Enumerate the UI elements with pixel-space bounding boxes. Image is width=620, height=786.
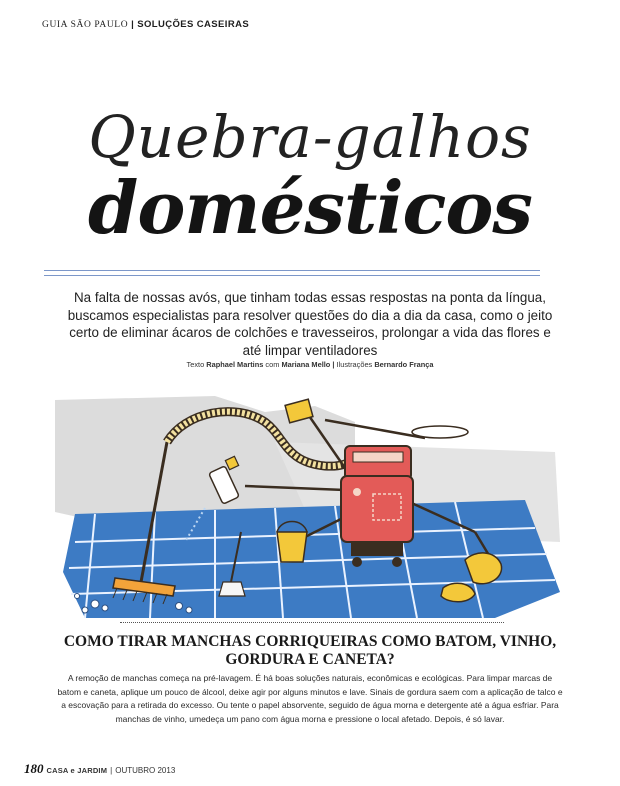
title-rule-bottom <box>44 275 540 276</box>
section-body: A remoção de manchas começa na pré-lavagem. É há boas soluções naturais, econômicas e ecológicas. Para limpar marcas de batom e caneta, aplique um pouco de álcool, deixe agir por alguns minutos e lave. Sinais de gordura saem com a aplicação de talco e a escovação para a retirada do excesso. Ou tente o papel absorvente, seguido de água morna e detergente até a água esfriar. Para manchas de vinho, umedeça um pano com água morna e pressione o local afetado. Depois, é só lavar. <box>57 673 563 724</box>
credit-with-label: com <box>265 360 280 369</box>
credit-coauthor: Mariana Mello <box>281 360 331 369</box>
credit-illustrator: Bernardo França <box>374 360 434 369</box>
robot <box>341 446 413 567</box>
header-category: SOLUÇÕES CASEIRAS <box>137 19 250 30</box>
page-footer <box>24 761 175 777</box>
credit-text-label: Texto <box>186 360 205 369</box>
section-question: COMO TIRAR MANCHAS CORRIQUEIRAS COMO BATOM, VINHO, GORDURA E CANETA? <box>63 633 557 668</box>
page-number: 180 <box>24 761 44 776</box>
footer-separator: | <box>110 766 113 775</box>
section-divider <box>120 622 504 623</box>
title-line-1: Quebra-galhos <box>88 103 532 171</box>
header-separator: | <box>131 19 135 30</box>
credit-illus-label: Ilustrações <box>336 360 373 369</box>
intro-paragraph: Na falta de nossas avós, que tinham todas essas respostas na ponta da língua, buscamos especialistas para resolver questões do dia a dia da casa, como o jeito certo de eliminar ácaros de colchões e travesseiros, prolongar a vida das flores e até limpar ventiladores <box>67 290 553 358</box>
title-rule-top <box>44 270 540 271</box>
cleaning-robot-illustration <box>55 382 560 620</box>
page-header <box>42 19 249 30</box>
title-line-2: domésticos <box>88 165 532 250</box>
magazine-name: CASA e JARDIM <box>46 766 108 775</box>
credits-line <box>0 360 620 369</box>
credit-separator: | <box>332 360 335 369</box>
credit-writer: Raphael Martins <box>206 360 264 369</box>
header-section: GUIA SÃO PAULO <box>42 20 129 30</box>
issue-date: OUTUBRO 2013 <box>115 766 176 775</box>
